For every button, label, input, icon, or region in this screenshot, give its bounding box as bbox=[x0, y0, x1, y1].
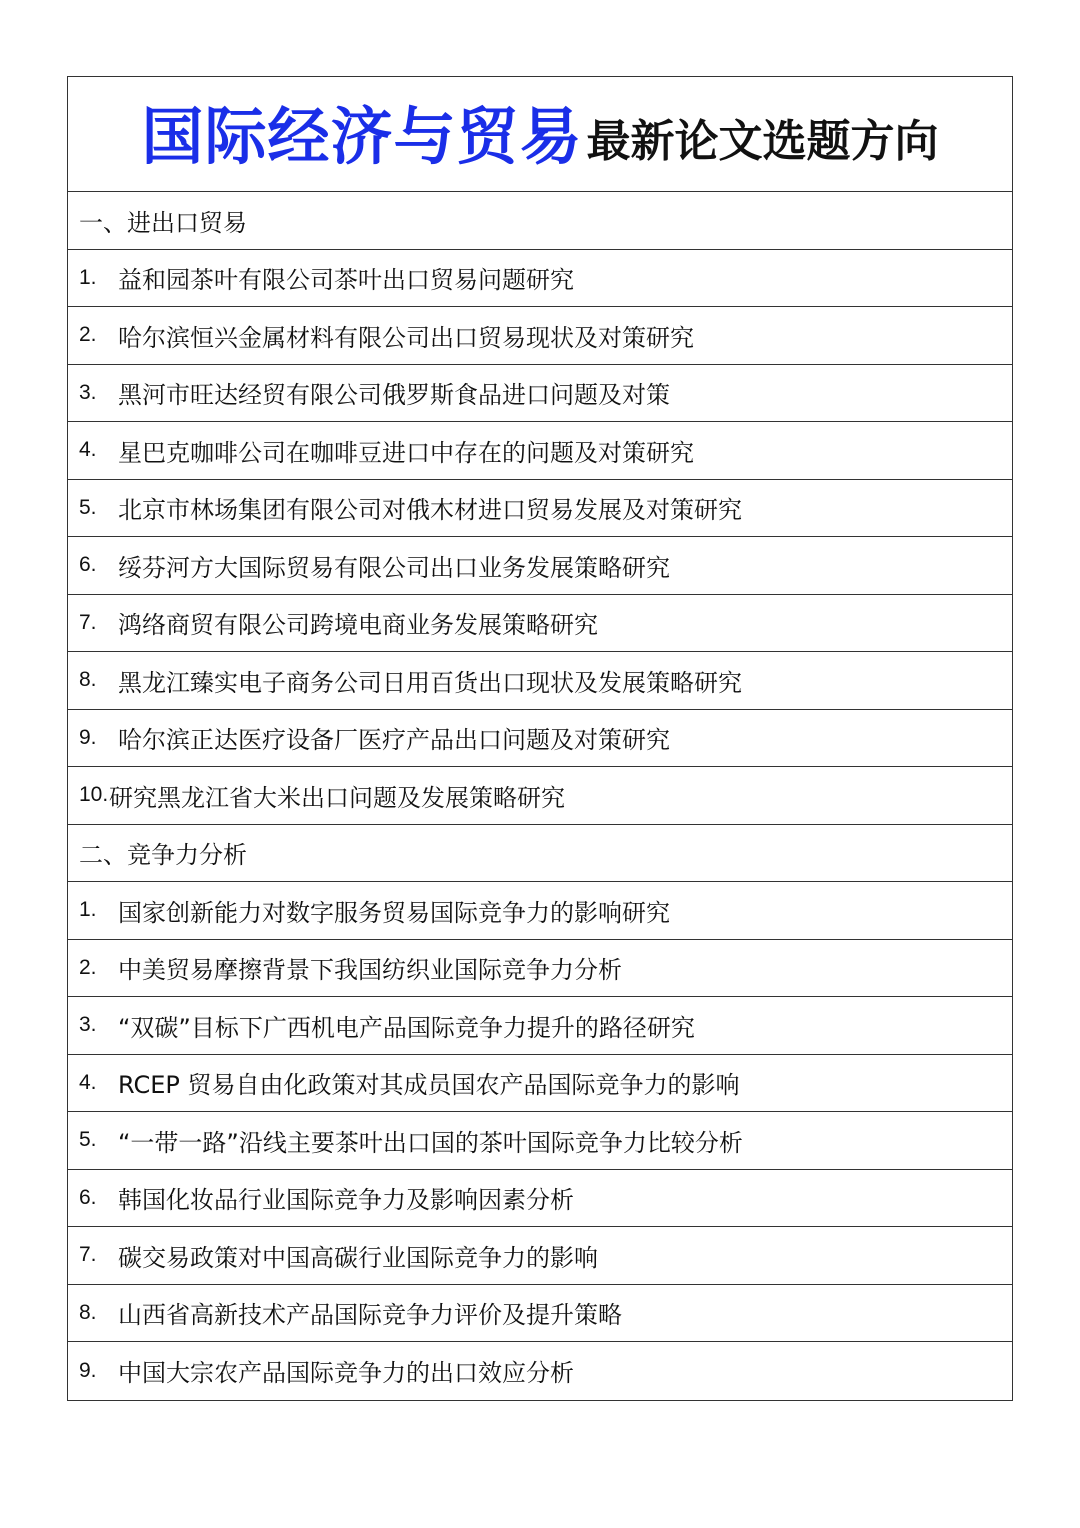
item-text: 中美贸易摩擦背景下我国纺织业国际竞争力分析 bbox=[118, 956, 622, 985]
item-number: 6. bbox=[79, 553, 97, 577]
title-row bbox=[68, 77, 1012, 192]
list-item bbox=[68, 480, 1012, 538]
item-text: 哈尔滨正达医疗设备厂医疗产品出口问题及对策研究 bbox=[118, 726, 670, 755]
item-number: 7. bbox=[79, 610, 97, 634]
item-text: 黑河市旺达经贸有限公司俄罗斯食品进口问题及对策 bbox=[118, 381, 670, 410]
item-number: 7. bbox=[79, 1243, 97, 1267]
list-item bbox=[68, 710, 1012, 768]
item-number: 6. bbox=[79, 1185, 97, 1209]
topic-table bbox=[67, 76, 1013, 1401]
item-text: 国家创新能力对数字服务贸易国际竞争力的影响研究 bbox=[118, 898, 670, 927]
item-text: 哈尔滨恒兴金属材料有限公司出口贸易现状及对策研究 bbox=[118, 323, 694, 352]
list-item bbox=[68, 940, 1012, 998]
item-number: 3. bbox=[79, 380, 97, 404]
item-number: 9. bbox=[79, 1358, 97, 1382]
item-number: 1. bbox=[79, 265, 97, 289]
item-text: “双碳”目标下广西机电产品国际竞争力提升的路径研究 bbox=[118, 1013, 695, 1042]
item-text: 鸿络商贸有限公司跨境电商业务发展策略研究 bbox=[118, 611, 598, 640]
item-number: 1. bbox=[79, 898, 97, 922]
section-heading-label: 一、进出口贸易 bbox=[79, 208, 247, 237]
item-number: 8. bbox=[79, 1300, 97, 1324]
list-item bbox=[68, 997, 1012, 1055]
item-text: 碳交易政策对中国高碳行业国际竞争力的影响 bbox=[118, 1243, 598, 1272]
list-item bbox=[68, 1342, 1012, 1400]
page-title-main: 国际经济与贸易 bbox=[141, 100, 583, 173]
list-item bbox=[68, 1285, 1012, 1343]
section-heading-competitiveness bbox=[68, 825, 1012, 883]
item-number: 4. bbox=[79, 1070, 97, 1094]
item-text: “一带一路”沿线主要茶叶出口国的茶叶国际竞争力比较分析 bbox=[118, 1128, 743, 1157]
item-text: 中国大宗农产品国际竞争力的出口效应分析 bbox=[118, 1359, 574, 1388]
item-text: 韩国化妆品行业国际竞争力及影响因素分析 bbox=[118, 1186, 574, 1215]
section-heading-label: 二、竞争力分析 bbox=[79, 841, 247, 870]
list-item bbox=[68, 1170, 1012, 1228]
list-item bbox=[68, 250, 1012, 308]
item-text: 北京市林场集团有限公司对俄木材进口贸易发展及对策研究 bbox=[118, 496, 742, 525]
page-title-sub: 最新论文选题方向 bbox=[586, 116, 939, 167]
item-text: RCEP 贸易自由化政策对其成员国农产品国际竞争力的影响 bbox=[118, 1071, 740, 1100]
item-number: 2. bbox=[79, 955, 97, 979]
list-item bbox=[68, 1227, 1012, 1285]
item-number: 4. bbox=[79, 438, 97, 462]
item-text: 绥芬河方大国际贸易有限公司出口业务发展策略研究 bbox=[118, 553, 670, 582]
item-number: 2. bbox=[79, 323, 97, 347]
list-item bbox=[68, 537, 1012, 595]
list-item bbox=[68, 422, 1012, 480]
list-item bbox=[68, 652, 1012, 710]
list-item bbox=[68, 1112, 1012, 1170]
list-item bbox=[68, 767, 1012, 825]
item-number: 8. bbox=[79, 668, 97, 692]
item-text: 益和园茶叶有限公司茶叶出口贸易问题研究 bbox=[118, 266, 574, 295]
item-number: 3. bbox=[79, 1013, 97, 1037]
item-number: 5. bbox=[79, 1128, 97, 1152]
item-text: 研究黑龙江省大米出口问题及发展策略研究 bbox=[109, 783, 565, 812]
item-number: 10. bbox=[79, 783, 109, 807]
item-text: 黑龙江臻实电子商务公司日用百货出口现状及发展策略研究 bbox=[118, 668, 742, 697]
item-number: 5. bbox=[79, 495, 97, 519]
item-text: 星巴克咖啡公司在咖啡豆进口中存在的问题及对策研究 bbox=[118, 438, 694, 467]
list-item bbox=[68, 307, 1012, 365]
item-number: 9. bbox=[79, 725, 97, 749]
list-item bbox=[68, 1055, 1012, 1113]
list-item bbox=[68, 595, 1012, 653]
section-heading-trade bbox=[68, 192, 1012, 250]
list-item bbox=[68, 882, 1012, 940]
item-text: 山西省高新技术产品国际竞争力评价及提升策略 bbox=[118, 1301, 622, 1330]
list-item bbox=[68, 365, 1012, 423]
